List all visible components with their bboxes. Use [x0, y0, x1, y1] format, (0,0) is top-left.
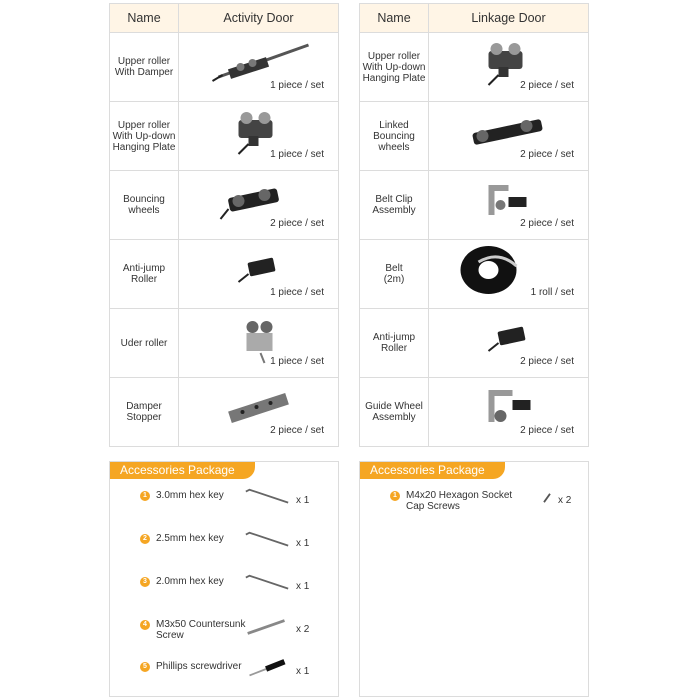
part-cell	[179, 240, 339, 309]
table-row	[360, 33, 589, 102]
item-number-badge: 1	[390, 491, 400, 501]
part-cell	[179, 33, 339, 102]
accessory-item	[390, 491, 588, 521]
part-name: Belt (2m)	[360, 240, 429, 309]
accessory-quantity: x 1	[296, 581, 310, 592]
part-quantity: 1 roll / set	[530, 287, 574, 298]
part-name: Upper roller With Up-down Hanging Plate	[360, 33, 429, 102]
part-quantity: 2 piece / set	[270, 425, 324, 436]
part-quantity: 1 piece / set	[270, 80, 324, 91]
accessories-title: Accessories Package	[110, 462, 255, 479]
accessories-activity-panel	[109, 461, 339, 697]
part-quantity: 1 piece / set	[270, 287, 324, 298]
item-number-badge: 5	[140, 662, 150, 672]
part-name: Upper roller With Up-down Hanging Plate	[110, 102, 179, 171]
activity-rows	[110, 33, 339, 447]
part-name: Uder roller	[110, 309, 179, 378]
item-number-badge: 3	[140, 577, 150, 587]
activity-door-table	[109, 3, 339, 447]
accessory-item	[140, 577, 338, 607]
accessory-quantity: x 1	[296, 538, 310, 549]
activity-door-header: Activity Door	[179, 4, 339, 33]
table-row	[360, 240, 589, 309]
accessory-quantity: x 1	[296, 666, 310, 677]
linkage-rows	[360, 33, 589, 447]
hex-key-icon	[244, 530, 290, 552]
part-quantity: 2 piece / set	[270, 218, 324, 229]
linkage-door-table	[359, 3, 589, 447]
part-name: Belt Clip Assembly	[360, 171, 429, 240]
part-cell	[179, 378, 339, 447]
table-row	[110, 240, 339, 309]
part-cell	[429, 309, 589, 378]
accessory-quantity: x 2	[296, 624, 310, 635]
part-cell	[429, 33, 589, 102]
accessory-label: 2.0mm hex key	[156, 576, 224, 587]
part-cell	[179, 171, 339, 240]
part-name: Bouncing wheels	[110, 171, 179, 240]
linkage-door-header: Linkage Door	[429, 4, 589, 33]
part-cell	[429, 240, 589, 309]
accessory-quantity: x 2	[558, 495, 572, 506]
part-name: Linked Bouncing wheels	[360, 102, 429, 171]
activity-name-header: Name	[110, 4, 179, 33]
part-quantity: 2 piece / set	[520, 218, 574, 229]
part-quantity: 1 piece / set	[270, 356, 324, 367]
part-cell	[429, 378, 589, 447]
accessory-label: 3.0mm hex key	[156, 490, 224, 501]
part-cell	[429, 102, 589, 171]
item-number-badge: 2	[140, 534, 150, 544]
hex-key-icon	[244, 487, 290, 509]
linkage-name-header: Name	[360, 4, 429, 33]
part-quantity: 1 piece / set	[270, 149, 324, 160]
part-quantity: 2 piece / set	[520, 425, 574, 436]
accessory-label: 2.5mm hex key	[156, 533, 224, 544]
table-row	[110, 33, 339, 102]
accessory-item	[140, 534, 338, 564]
table-row	[360, 102, 589, 171]
table-row	[110, 309, 339, 378]
hex-key-icon	[244, 573, 290, 595]
accessory-label: Phillips screwdriver	[156, 661, 242, 672]
part-quantity: 2 piece / set	[520, 80, 574, 91]
accessories-title: Accessories Package	[360, 462, 505, 479]
table-row	[360, 171, 589, 240]
accessory-item	[140, 491, 338, 521]
table-row	[360, 309, 589, 378]
table-row	[110, 171, 339, 240]
screw-icon	[244, 616, 290, 638]
accessory-label: M4x20 Hexagon Socket Cap Screws	[406, 490, 513, 512]
accessories-linkage-panel	[359, 461, 589, 697]
part-name: Anti-jump Roller	[110, 240, 179, 309]
part-name: Upper roller With Damper	[110, 33, 179, 102]
part-name: Guide Wheel Assembly	[360, 378, 429, 447]
part-cell	[179, 309, 339, 378]
screwdriver-icon	[244, 658, 290, 680]
table-row	[110, 378, 339, 447]
part-quantity: 2 piece / set	[520, 356, 574, 367]
accessory-label: M3x50 Countersunk Screw	[156, 619, 246, 641]
item-number-badge: 4	[140, 620, 150, 630]
part-cell	[179, 102, 339, 171]
table-row	[360, 378, 589, 447]
accessory-quantity: x 1	[296, 495, 310, 506]
accessory-item	[140, 662, 338, 692]
part-quantity: 2 piece / set	[520, 149, 574, 160]
part-name: Damper Stopper	[110, 378, 179, 447]
part-cell	[429, 171, 589, 240]
accessory-item	[140, 620, 338, 650]
part-name: Anti-jump Roller	[360, 309, 429, 378]
table-row	[110, 102, 339, 171]
item-number-badge: 1	[140, 491, 150, 501]
